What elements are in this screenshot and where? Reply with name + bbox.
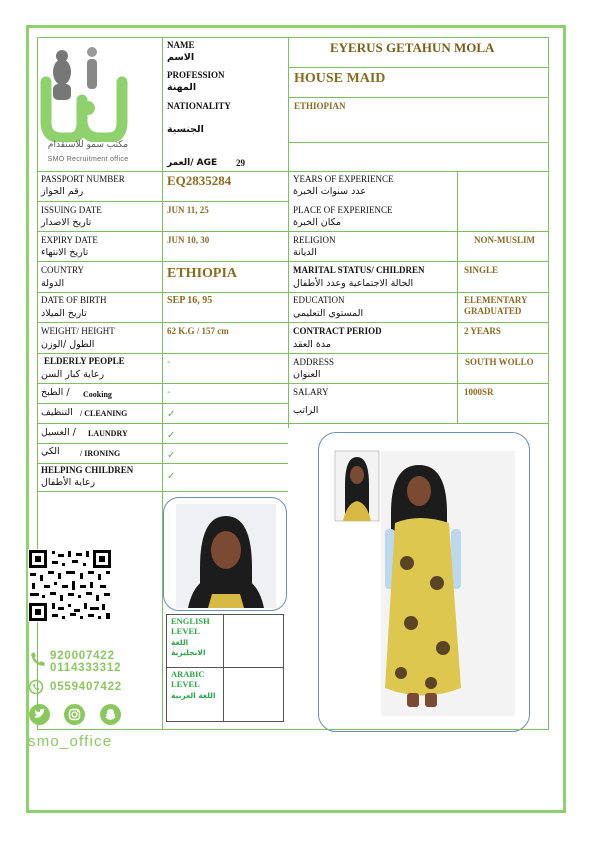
salary-label-ar: الراتب (293, 405, 319, 416)
education-value-2: GRADUATED (464, 306, 522, 316)
country-label: COUNTRY (41, 265, 85, 275)
weight-label-ar: الطول /الوزن (41, 339, 95, 350)
nationality-label: NATIONALITY (167, 101, 231, 111)
address-value: SOUTH WOLLO (465, 357, 534, 367)
education-label-ar: المستوي التعليمي (293, 308, 364, 319)
portrait-image (164, 498, 286, 610)
years-exp-label-ar: عدد سنوات الخبرة (293, 186, 366, 197)
place-exp-label: PLACE OF EXPERIENCE (293, 205, 393, 215)
religion-value: NON-MUSLIM (474, 235, 535, 245)
expiry-value: JUN 10, 30 (167, 235, 210, 245)
skill-children-check: ✓ (167, 471, 176, 482)
skill-cleaning-label-ar: التنظيف (41, 407, 73, 418)
skill-cleaning-check: ✓ (167, 409, 176, 420)
nationality-value: ETHIOPIAN (294, 101, 346, 111)
expiry-label: EXPIRY DATE (41, 235, 98, 245)
expiry-label-ar: تاريخ الانتهاء (41, 247, 89, 258)
dob-label: DATE OF BIRTH (41, 295, 107, 305)
weight-label: WEIGHT/ HEIGHT (41, 326, 115, 336)
name-value: EYERUS GETAHUN MOLA (330, 40, 495, 55)
contract-label: CONTRACT PERIOD (293, 326, 382, 336)
arabic-level-label: ARABIC LEVEL (171, 669, 205, 689)
full-body-image (319, 433, 529, 731)
english-level-label: ENGLISH LEVEL (171, 616, 210, 636)
skill-ironing-label: / IRONING (80, 449, 121, 458)
contract-label-ar: مدة العقد (293, 339, 331, 350)
address-label-ar: العنوان (293, 369, 321, 380)
education-label: EDUCATION (293, 295, 345, 305)
english-level-label-ar: اللغة الانجليزية (171, 638, 206, 657)
skill-cooking-value: - (167, 387, 171, 398)
age-value: 29 (236, 158, 245, 168)
logo (40, 42, 140, 170)
education-value-1: ELEMENTARY (464, 295, 528, 305)
whatsapp-number[interactable]: 0559407422 (50, 681, 122, 693)
phone-number-2[interactable]: 0114333312 (50, 662, 122, 674)
qr-code-icon (28, 549, 112, 622)
skill-cooking-label: Cooking (83, 390, 112, 399)
contract-value: 2 YEARS (464, 326, 501, 336)
nationality-label-ar: الجنسية (167, 124, 204, 135)
skill-children-label-ar: رعاية الأطفال (41, 477, 96, 488)
skill-laundry-check: ✓ (167, 430, 176, 441)
whatsapp-icon (28, 679, 44, 695)
skill-cooking-label-ar: الطبخ / (41, 387, 70, 398)
issuing-value: JUN 11, 25 (167, 205, 209, 215)
snapchat-icon[interactable] (100, 704, 121, 725)
place-exp-label-ar: مكان الخبرة (293, 217, 341, 228)
skill-ironing-check: ✓ (167, 450, 176, 461)
arabic-level-label-ar: اللغة العربية (171, 691, 216, 700)
social-handle[interactable]: smo_office (28, 733, 113, 750)
portrait-photo (163, 497, 287, 611)
issuing-label: ISSUING DATE (41, 205, 102, 215)
skill-elderly-label-ar: رعاية كبار السن (41, 369, 105, 380)
marital-value: SINGLE (464, 265, 499, 275)
salary-value: 1000SR (464, 387, 494, 397)
full-body-photo (318, 432, 530, 732)
religion-label-ar: الديانة (293, 247, 317, 258)
country-label-ar: الدولة (41, 278, 65, 289)
issuing-label-ar: تاريخ الاصدار (41, 217, 92, 228)
name-label-ar: الاسم (167, 52, 195, 63)
weight-value: 62 K.G / 157 cm (167, 326, 229, 336)
skill-elderly-value: - (167, 357, 171, 368)
marital-label-ar: الحالة الاجتماعية وعدد الأطفال (293, 278, 414, 289)
profession-label-ar: المهنة (167, 82, 197, 93)
salary-label: SALARY (293, 387, 329, 397)
profession-value: HOUSE MAID (294, 71, 386, 86)
logo-english-name: SMO Recruitment office (47, 156, 129, 163)
name-label: NAME (167, 40, 195, 50)
phone-icon (30, 651, 46, 667)
phone-number-1[interactable]: 920007422 (50, 650, 115, 662)
marital-label: MARITAL STATUS/ CHILDREN (293, 265, 425, 275)
country-value: ETHIOPIA (167, 266, 238, 281)
passport-value: EQ2835284 (167, 173, 232, 188)
skill-cleaning-label: / CLEANING (80, 409, 128, 418)
dob-label-ar: تاريخ الميلاد (41, 308, 87, 319)
religion-label: RELIGION (293, 235, 336, 245)
skill-children-label: HELPING CHILDREN (41, 465, 134, 475)
skill-ironing-label-ar: الكي (41, 446, 60, 457)
passport-label: PASSPORT NUMBER (41, 174, 125, 184)
logo-arabic-name: مكتب سمو للاستقدام (47, 140, 129, 150)
years-exp-label: YEARS OF EXPERIENCE (293, 174, 394, 184)
profession-label: PROFESSION (167, 70, 225, 80)
twitter-icon[interactable] (29, 704, 50, 725)
age-label: العمر/ AGE (167, 158, 218, 168)
passport-label-ar: رقم الجواز (41, 186, 84, 197)
skill-laundry-label: LAUNDRY (88, 429, 128, 438)
skill-elderly-label: ELDERLY PEOPLE (44, 356, 125, 366)
instagram-icon[interactable] (64, 704, 85, 725)
address-label: ADDRESS (293, 357, 335, 367)
logo-mark-icon (40, 42, 140, 142)
skill-laundry-label-ar: الغسيل / (41, 427, 76, 438)
dob-value: SEP 16, 95 (167, 295, 213, 306)
qr-code[interactable] (28, 549, 112, 622)
